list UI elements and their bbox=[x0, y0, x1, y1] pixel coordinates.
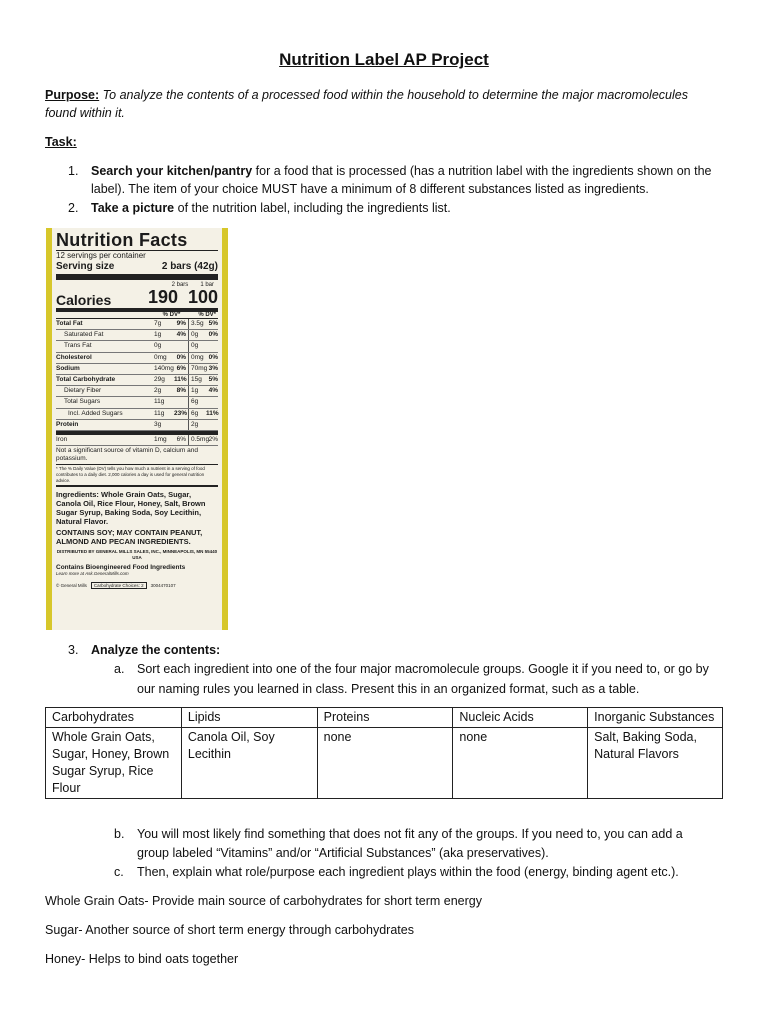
nf-row-amount-2: 0g bbox=[188, 341, 206, 351]
nf-row-amount-1: 0mg bbox=[154, 353, 167, 361]
nf-row-amount-2: 3.5g bbox=[188, 319, 206, 329]
nf-row-name: Protein bbox=[56, 420, 79, 428]
table-row bbox=[46, 728, 723, 799]
nf-thick-bar bbox=[56, 274, 218, 280]
nf-calories-1: 190 bbox=[147, 287, 178, 307]
substep-a-letter: a. bbox=[114, 662, 125, 676]
cell-line: Lecithin bbox=[187, 747, 231, 761]
explanation-oats: Whole Grain Oats- Provide main source of carbohydrates for short term energy bbox=[45, 894, 482, 908]
step-3-text: Analyze the contents: bbox=[91, 643, 221, 657]
nf-row-percent-2: 5% bbox=[208, 376, 218, 384]
cell-lipids bbox=[181, 728, 317, 799]
nf-row-name: Iron bbox=[56, 436, 68, 444]
cell-line: Sugar, Honey, Brown bbox=[52, 747, 170, 761]
nf-row-amount-2: 70mg bbox=[188, 364, 206, 374]
nutrition-label-photo bbox=[46, 228, 228, 630]
nf-row-percent-2 bbox=[206, 397, 218, 407]
step-3-bold bbox=[91, 641, 220, 659]
cell-line: none bbox=[323, 730, 352, 744]
nf-row-percent-1: 23% bbox=[174, 409, 188, 417]
step-1-line-1 bbox=[91, 162, 741, 180]
header-proteins: Proteins bbox=[317, 708, 453, 728]
nf-row-amount-1: 7g bbox=[154, 320, 162, 327]
step-1-line-2: label). The item of your choice MUST have a minimum of 8 different substances listed as ingredients. bbox=[91, 182, 649, 196]
nf-row-amount-2: 1g bbox=[188, 386, 206, 396]
nf-row-percent-1 bbox=[174, 397, 188, 407]
nf-dv-header bbox=[56, 312, 218, 319]
nf-row-percent-2: 11% bbox=[206, 409, 219, 417]
nf-row-added-sugars bbox=[56, 409, 218, 420]
nf-row-iron bbox=[56, 435, 218, 446]
nf-row-percent-2: 4% bbox=[208, 387, 218, 395]
nf-bioengineered: Contains Bioengineered Food Ingredients bbox=[56, 564, 186, 572]
nf-row-percent-1: 11% bbox=[174, 376, 187, 384]
nf-code: 3004470107 bbox=[150, 583, 176, 589]
substep-c-line-1: Then, explain what role/purpose each ingredient plays within the food (energy, binding agent etc.). bbox=[137, 865, 679, 879]
nf-row-amount-2: 6g bbox=[188, 409, 206, 419]
nf-serving-size-label: Serving size bbox=[56, 261, 115, 272]
nf-footnote: * The % Daily Value (DV) tells you how much a nutrient in a serving of food contributes to a daily diet. 2,000 calories a day is used for general nutrition advice. bbox=[56, 465, 218, 487]
nf-row-name: Dietary Fiber bbox=[64, 387, 102, 395]
nf-row-amount-1: 0g bbox=[154, 342, 162, 350]
task-label: Task: bbox=[45, 135, 77, 149]
nf-row-amount-2: 6g bbox=[188, 397, 206, 407]
nf-row-amount-1: 29g bbox=[154, 376, 165, 384]
nf-carb-choices: Carbohydrate Choices: 2 bbox=[91, 582, 147, 589]
nf-row-name: Total Sugars bbox=[64, 398, 101, 406]
nf-allergens: CONTAINS SOY; MAY CONTAIN PEANUT, ALMOND AND PECAN INGREDIENTS. bbox=[56, 528, 203, 547]
nf-dv-2: % DV* bbox=[198, 312, 216, 318]
cell-line: Natural Flavors bbox=[594, 747, 679, 761]
nf-row-percent-1: 6% bbox=[176, 364, 186, 372]
substep-b-line-1: You will most likely find something that does not fit any of the groups. If you need to, you can add a bbox=[137, 827, 683, 841]
nf-serving-size-value: 2 bars (42g) bbox=[161, 261, 218, 272]
cell-line: Sugar Syrup, Rice bbox=[52, 764, 154, 778]
nf-row-percent-1: 6% bbox=[176, 436, 186, 444]
purpose-label: Purpose: bbox=[45, 88, 100, 102]
nf-row-name: Total Fat bbox=[56, 320, 83, 327]
nf-title: Nutrition Facts bbox=[56, 230, 218, 251]
step-2-number: 2. bbox=[68, 201, 79, 215]
nf-calories-row bbox=[56, 288, 218, 312]
purpose-text-2: found within it. bbox=[45, 106, 125, 120]
nf-row-percent-1: 4% bbox=[176, 331, 186, 339]
step-1-number: 1. bbox=[68, 164, 79, 178]
package-edge-right bbox=[222, 228, 228, 630]
nf-row-amount-2: 0mg bbox=[188, 353, 206, 363]
nf-row-amount-1: 1mg bbox=[154, 436, 167, 444]
nf-row-total-sugars bbox=[56, 397, 218, 408]
nf-row-amount-1: 11g bbox=[154, 409, 165, 417]
header-inorganic-substances: Inorganic Substances bbox=[588, 708, 723, 728]
nf-row-amount-1: 140mg bbox=[154, 364, 174, 372]
table-header-row bbox=[46, 708, 723, 728]
substep-a-line-1: Sort each ingredient into one of the four major macromolecule groups. Google it if you need to, or go by bbox=[137, 662, 709, 676]
header-carbohydrates: Carbohydrates bbox=[46, 708, 182, 728]
nf-row-percent-1: 0% bbox=[176, 353, 186, 361]
nf-row-percent-1: 8% bbox=[176, 387, 186, 395]
cell-inorganic-substances bbox=[588, 728, 723, 799]
step-1-bold: Search your kitchen/pantry bbox=[91, 164, 253, 178]
cell-nucleic-acids bbox=[453, 728, 588, 799]
cell-proteins bbox=[317, 728, 453, 799]
purpose-line-1 bbox=[45, 86, 735, 104]
nf-row-sodium bbox=[56, 364, 218, 375]
substep-b-line-2: group labeled “Vitamins” and/or “Artificial Substances” (aka preservatives). bbox=[137, 846, 549, 860]
nf-row-percent-2: 5% bbox=[208, 320, 218, 327]
nf-row-name: Saturated Fat bbox=[64, 331, 104, 339]
macromolecule-table bbox=[45, 707, 723, 799]
nf-col-1: 2 bars bbox=[171, 282, 189, 288]
explanation-honey: Honey- Helps to bind oats together bbox=[45, 952, 239, 966]
step-1-text-1: for a food that is processed (has a nutrition label with the ingredients shown on the bbox=[252, 164, 712, 178]
cell-line: Whole Grain Oats, bbox=[52, 730, 155, 744]
substep-b-letter: b. bbox=[114, 827, 125, 841]
nf-row-percent-2 bbox=[206, 420, 218, 430]
nf-copyright: © General Mills bbox=[56, 583, 87, 589]
step-2-bold: Take a picture bbox=[91, 201, 175, 215]
substep-a-line-2: our naming rules you learned in class. Present this in an organized format, such as a table. bbox=[137, 682, 640, 696]
nf-row-percent-1 bbox=[174, 420, 188, 430]
nf-row-name: Sodium bbox=[56, 364, 80, 372]
nutrition-facts-panel bbox=[52, 228, 222, 630]
nf-row-name: Total Carbohydrate bbox=[56, 376, 116, 384]
cell-line: Salt, Baking Soda, bbox=[594, 730, 697, 744]
nf-learn-more: Learn more at Ask.GeneralMills.com bbox=[56, 571, 129, 577]
nf-row-percent-2: 0% bbox=[208, 353, 218, 361]
explanation-sugar: Sugar- Another source of short term energy through carbohydrates bbox=[45, 923, 414, 937]
nf-row-total-carbohydrate bbox=[56, 375, 218, 386]
nf-row-percent-1: 9% bbox=[176, 320, 186, 327]
nf-row-cholesterol bbox=[56, 353, 218, 364]
nf-row-percent-1 bbox=[174, 341, 188, 351]
cell-line: Flour bbox=[52, 781, 81, 795]
nf-row-name: Cholesterol bbox=[56, 353, 92, 361]
cell-carbohydrates bbox=[46, 728, 182, 799]
nf-row-saturated-fat bbox=[56, 330, 218, 341]
nf-row-amount-2: 0.5mg bbox=[188, 435, 206, 445]
nf-ingredients: Ingredients: Whole Grain Oats, Sugar, Canola Oil, Rice Flour, Honey, Salt, Brown Sugar Syrup, Baking Soda, Soy Lecithin, Natural Flavor. bbox=[56, 490, 206, 527]
nf-row-percent-2 bbox=[206, 341, 218, 351]
nf-row-amount-1: 3g bbox=[154, 420, 162, 428]
nf-row-percent-2: 2% bbox=[208, 436, 218, 444]
purpose-text-1: To analyze the contents of a processed food within the household to determine the major macromolecules bbox=[102, 88, 688, 102]
nf-row-amount-1: 1g bbox=[154, 331, 162, 339]
nf-row-name: Trans Fat bbox=[64, 342, 92, 350]
nf-row-amount-2: 0g bbox=[188, 330, 206, 340]
nf-copyright-row bbox=[56, 582, 218, 589]
nf-dv-1: % DV* bbox=[162, 312, 181, 318]
nf-row-dietary-fiber bbox=[56, 386, 218, 397]
nf-row-protein bbox=[56, 420, 218, 431]
nf-distributor: DISTRIBUTED BY GENERAL MILLS SALES, INC., MINNEAPOLIS, MN 55440 USA bbox=[56, 549, 218, 561]
nf-row-trans-fat bbox=[56, 341, 218, 352]
step-3-number: 3. bbox=[68, 643, 79, 657]
nf-calories-2: 100 bbox=[187, 287, 218, 307]
nf-row-amount-1: 11g bbox=[154, 398, 165, 406]
header-nucleic-acids: Nucleic Acids bbox=[453, 708, 588, 728]
nf-row-total-fat bbox=[56, 319, 218, 330]
nf-serving-size bbox=[56, 261, 218, 272]
nf-row-percent-2: 3% bbox=[208, 364, 218, 372]
nf-row-amount-2: 2g bbox=[188, 420, 206, 430]
step-2-text-1: of the nutrition label, including the ingredients list. bbox=[174, 201, 451, 215]
step-2-line-1 bbox=[91, 199, 451, 217]
substep-c-letter: c. bbox=[114, 865, 124, 879]
cell-line: Canola Oil, Soy bbox=[187, 730, 275, 744]
cell-line: none bbox=[459, 730, 488, 744]
nf-not-significant: Not a significant source of vitamin D, calcium and potassium. bbox=[56, 446, 218, 465]
nf-col-2: 1 bar bbox=[200, 282, 214, 288]
nf-calories-label: Calories bbox=[56, 292, 112, 308]
page-title: Nutrition Label AP Project bbox=[279, 50, 489, 69]
nf-servings: 12 servings per container bbox=[56, 251, 146, 260]
header-lipids: Lipids bbox=[181, 708, 317, 728]
nf-row-amount-1: 2g bbox=[154, 387, 162, 395]
nf-row-percent-2: 0% bbox=[208, 331, 218, 339]
nf-row-name: Incl. Added Sugars bbox=[68, 409, 123, 417]
nf-row-amount-2: 15g bbox=[188, 375, 206, 385]
